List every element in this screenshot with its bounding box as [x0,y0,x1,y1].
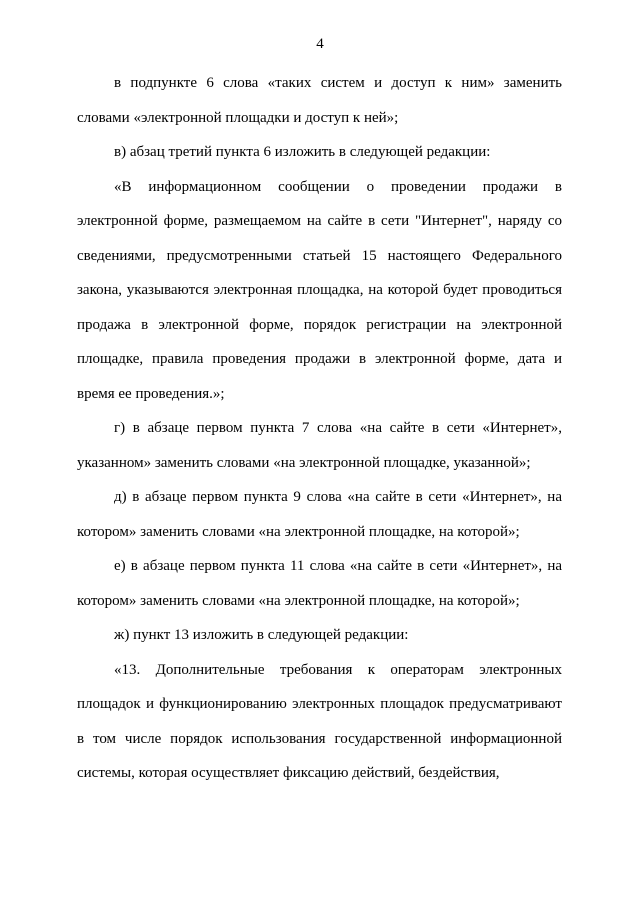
document-body [77,66,562,791]
paragraph-item-v: в) абзац третий пункта 6 изложить в следующей редакции: [114,144,491,160]
page-number: 4 [316,36,324,52]
paragraph-item-zh: ж) пункт 13 изложить в следующей редакции: [114,627,409,643]
paragraph-item-d: д) в абзаце первом пункта 9 слова «на сайте в сети «Интернет», на котором» заменить словами «на электронной площадке, на которой»; [77,489,562,540]
paragraph-item-g: г) в абзаце первом пункта 7 слова «на сайте в сети «Интернет», указанном» заменить словами «на электронной площадке, указанной»; [77,420,562,471]
paragraph-quoted-item-13: «13. Дополнительные требования к операторам электронных площадок и функционированию электронных площадок предусматривают в том числе порядок использования государственной информационной системы, которая осуществляет фиксацию действий, бездействия, [77,661,562,781]
paragraph-item-e: е) в абзаце первом пункта 11 слова «на сайте в сети «Интернет», на котором» заменить словами «на электронной площадке, на которой»; [77,558,562,609]
paragraph-quoted-information-message: «В информационном сообщении о проведении продажи в электронной форме, размещаемом на сайте в сети "Интернет", наряду со сведениями, предусмотренными статьей 15 настоящего Федерального закона, указываются электронная площадка, на которой будет проводиться продажа в электронной форме, порядок регистрации на электронной площадке, правила проведения продажи в электронной форме, дата и время ее проведения.»; [77,178,562,402]
paragraph-subclause-6-amendment: в подпункте 6 слова «таких систем и доступ к ним» заменить словами «электронной площадки и доступ к ней»; [77,75,562,126]
